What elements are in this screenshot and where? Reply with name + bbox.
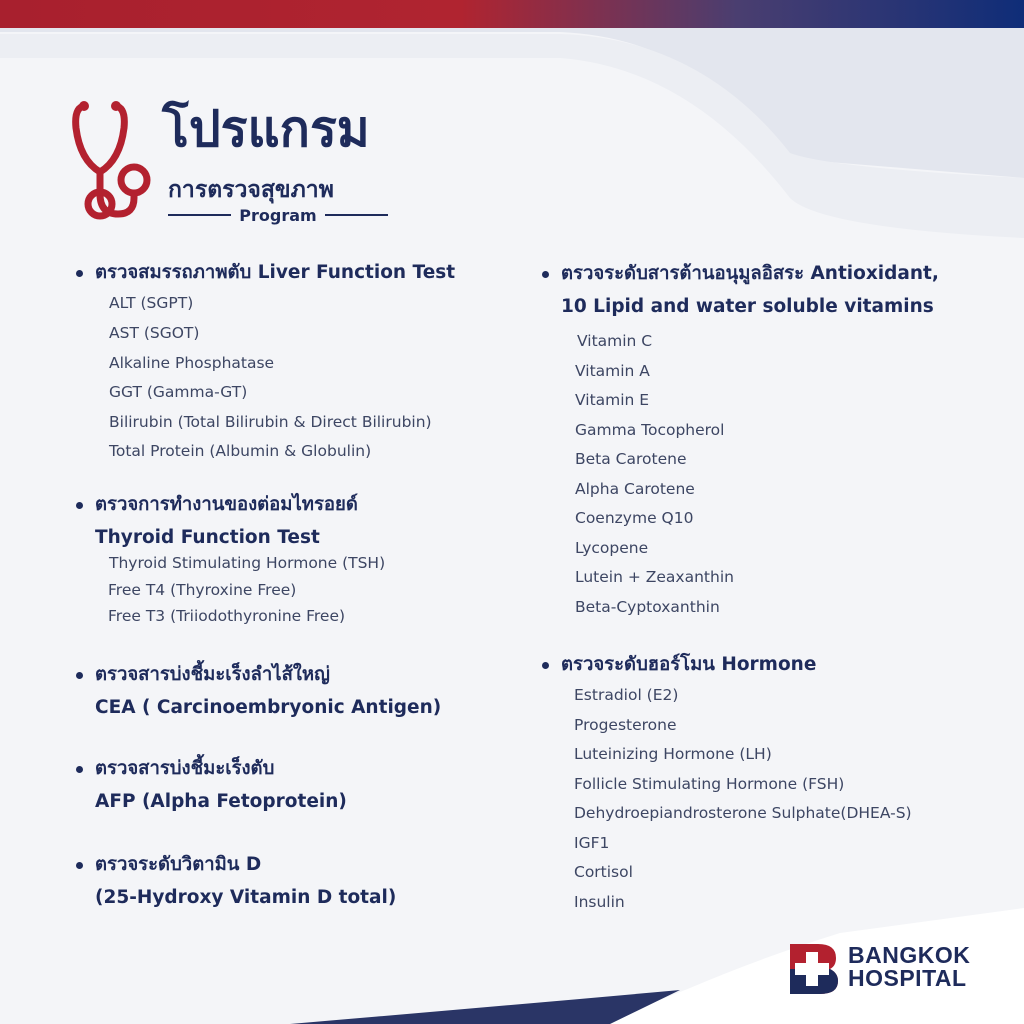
list-item: Thyroid Stimulating Hormone (TSH): [109, 554, 386, 572]
page-subtitle: การตรวจสุขภาพ: [168, 177, 334, 203]
section-title: ตรวจการทำงานของต่อมไทรอยด์: [95, 494, 358, 515]
list-item: ALT (SGPT): [109, 294, 194, 312]
bullet-icon: [76, 766, 83, 773]
section-subtitle: (25-Hydroxy Vitamin D total): [95, 887, 397, 908]
section-title: ตรวจสารบ่งชี้มะเร็งตับ: [95, 758, 275, 779]
bullet-icon: [76, 502, 83, 509]
program-text: Program: [239, 205, 317, 225]
section-hormone: [536, 648, 816, 682]
stethoscope-icon: [70, 98, 162, 226]
list-item: Total Protein (Albumin & Globulin): [109, 442, 372, 460]
divider-right: [325, 214, 388, 216]
section-subtitle: AFP (Alpha Fetoprotein): [95, 791, 347, 812]
list-item: Lycopene: [575, 539, 649, 557]
list-item: Insulin: [574, 893, 625, 911]
list-item: Progesterone: [574, 716, 677, 734]
list-item: Luteinizing Hormone (LH): [574, 745, 772, 763]
section-subtitle: Thyroid Function Test: [95, 527, 320, 548]
bangkok-hospital-logo-icon: [790, 944, 840, 994]
list-item: Vitamin E: [575, 391, 650, 409]
section-title: ตรวจระดับวิตามิน D: [95, 854, 262, 875]
section-cea: [70, 658, 441, 724]
list-item: AST (SGOT): [109, 324, 200, 342]
bullet-icon: [76, 672, 83, 679]
section-vitamin-d: [70, 848, 396, 914]
list-item: Follicle Stimulating Hormone (FSH): [574, 775, 845, 793]
bullet-icon: [542, 271, 549, 278]
list-item: Free T4 (Thyroxine Free): [108, 581, 297, 599]
list-item: Beta-Cyptoxanthin: [575, 598, 720, 616]
list-item: Lutein + Zeaxanthin: [575, 568, 734, 586]
bullet-icon: [76, 270, 83, 277]
program-label: [168, 204, 388, 226]
list-item: Alpha Carotene: [575, 480, 695, 498]
brand-name: [848, 944, 970, 990]
list-item: Estradiol (E2): [574, 686, 679, 704]
section-title: ตรวจระดับฮอร์โมน Hormone: [561, 654, 817, 675]
list-item: Free T3 (Triiodothyronine Free): [108, 607, 346, 625]
divider-left: [168, 214, 231, 216]
list-item: IGF1: [574, 834, 610, 852]
section-title: ตรวจสมรรถภาพตับ Liver Function Test: [95, 262, 456, 283]
list-item: Beta Carotene: [575, 450, 687, 468]
list-item: Vitamin C: [577, 332, 653, 350]
bullet-icon: [542, 662, 549, 669]
list-item: Bilirubin (Total Bilirubin & Direct Bilirubin): [109, 413, 432, 431]
list-item: Gamma Tocopherol: [575, 421, 725, 439]
brand-line-2: HOSPITAL: [848, 965, 967, 991]
top-gradient-bar: [0, 0, 1024, 28]
section-thyroid: [70, 488, 358, 554]
brand-line-1: BANGKOK: [848, 942, 971, 968]
bangkok-hospital-brand: [790, 944, 1000, 994]
list-item: GGT (Gamma-GT): [109, 383, 248, 401]
program-header: [70, 92, 410, 232]
section-liver: [70, 256, 455, 290]
section-title: ตรวจระดับสารต้านอนุมูลอิสระ Antioxidant,: [561, 263, 939, 284]
section-afp: [70, 752, 347, 818]
section-antioxidant: [536, 257, 939, 323]
page-title: โปรแกรม: [162, 100, 370, 158]
list-item: Dehydroepiandrosterone Sulphate(DHEA-S): [574, 804, 912, 822]
list-item: Vitamin A: [575, 362, 650, 380]
section-subtitle: 10 Lipid and water soluble vitamins: [561, 296, 934, 317]
list-item: Alkaline Phosphatase: [109, 354, 275, 372]
list-item: Cortisol: [574, 863, 633, 881]
bullet-icon: [76, 862, 83, 869]
section-subtitle: CEA ( Carcinoembryonic Antigen): [95, 697, 442, 718]
list-item: Coenzyme Q10: [575, 509, 694, 527]
section-title: ตรวจสารบ่งชี้มะเร็งลำไส้ใหญ่: [95, 664, 330, 685]
